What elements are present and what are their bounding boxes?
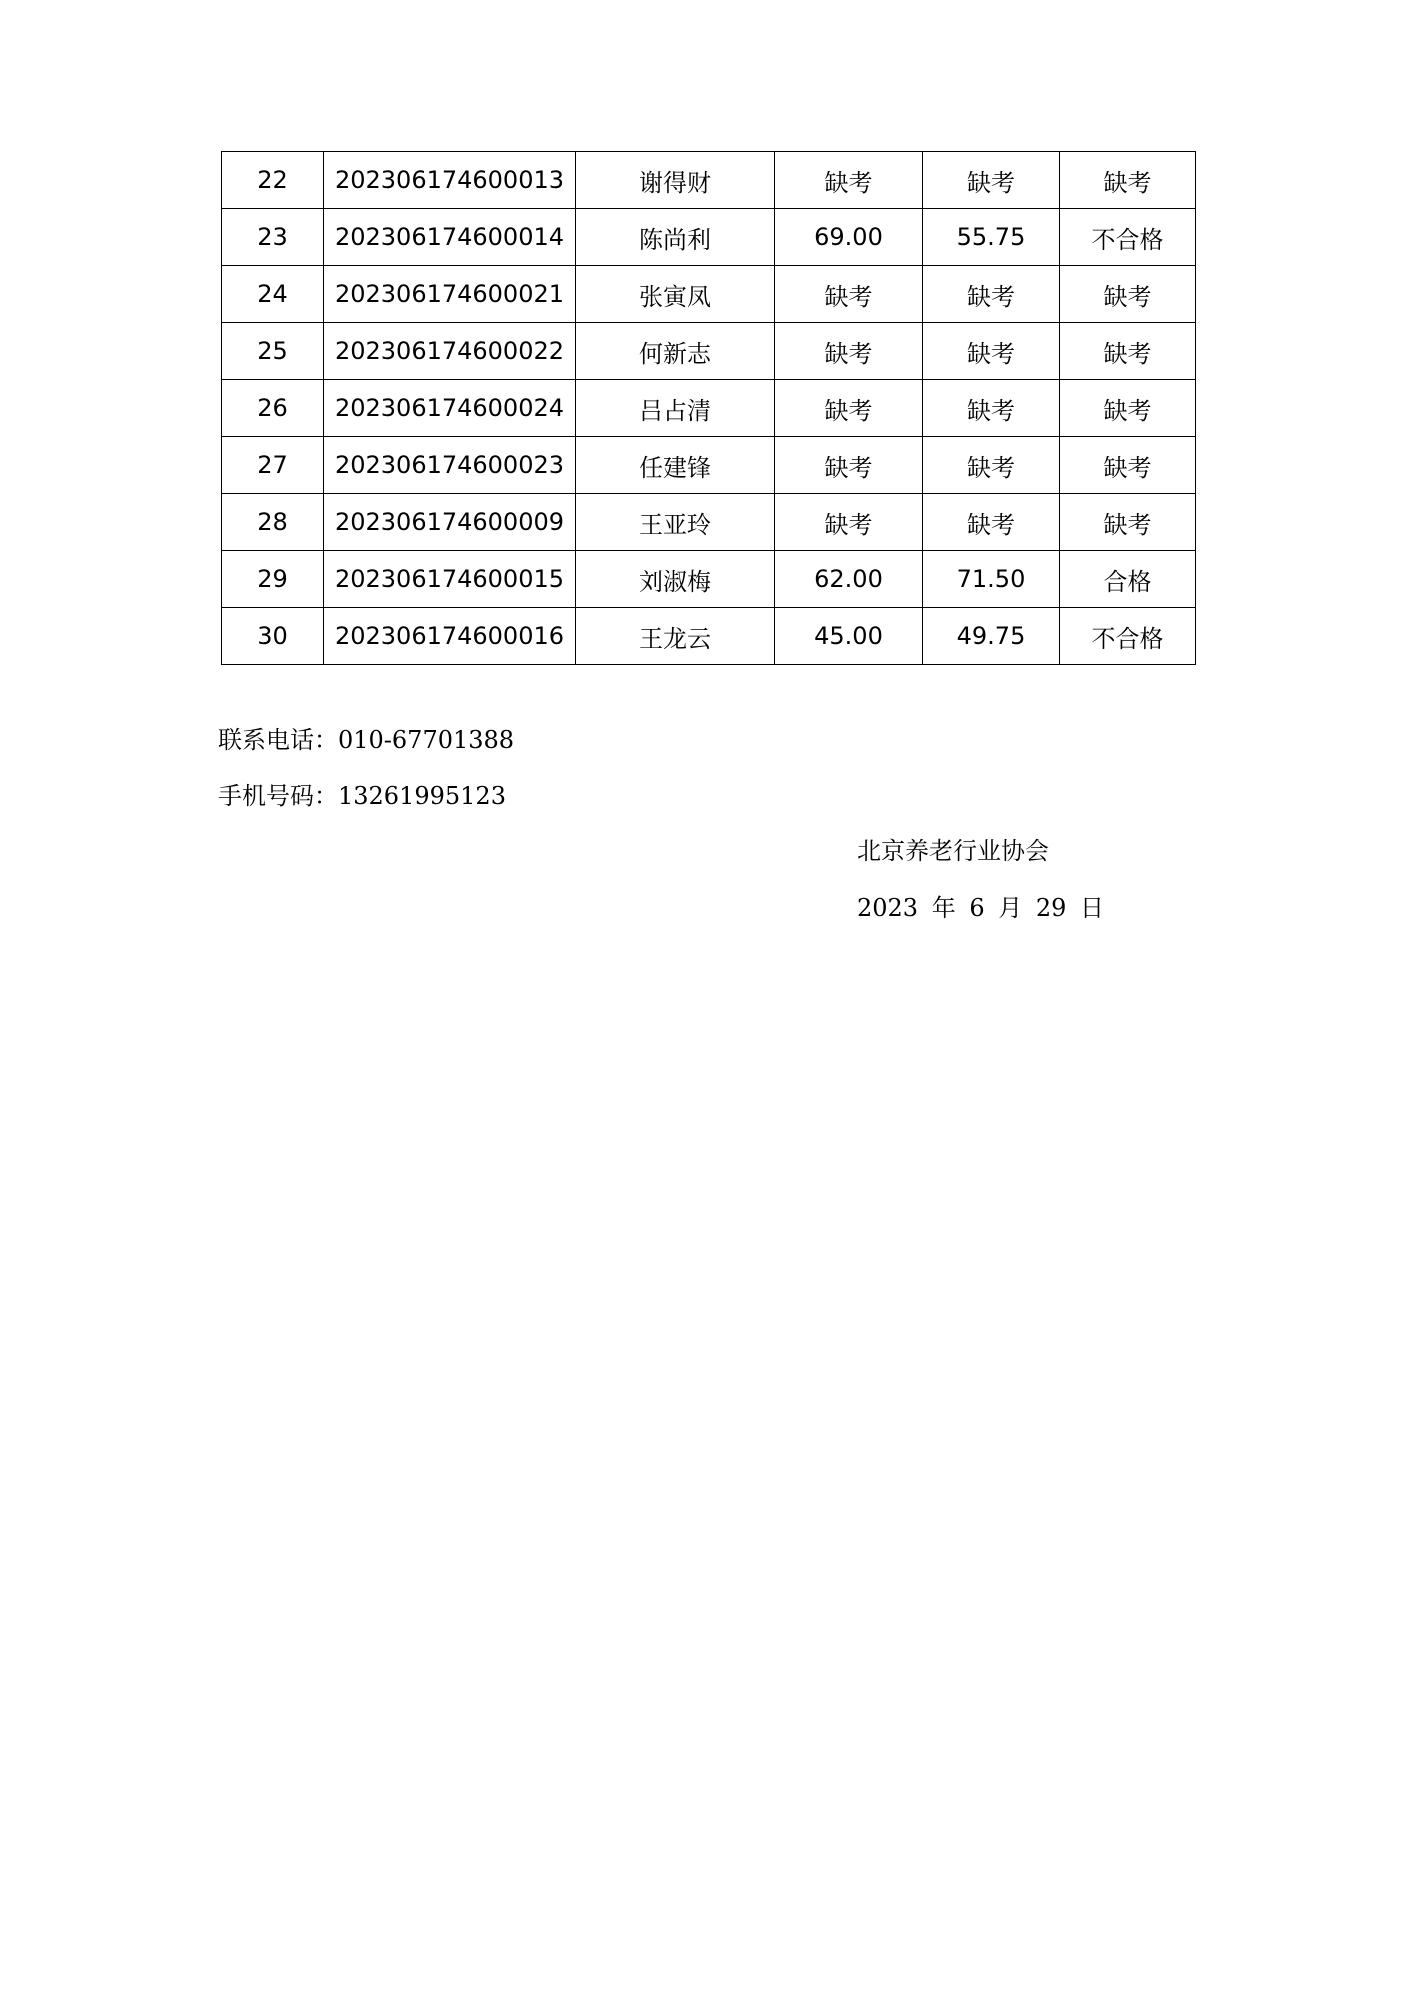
row-number-cell: 25 [222, 323, 324, 380]
exam-id-cell: 202306174600023 [324, 437, 576, 494]
score-2-cell: 55.75 [923, 209, 1060, 266]
score-2-cell: 缺考 [923, 380, 1060, 437]
row-number-cell: 27 [222, 437, 324, 494]
table-row [222, 437, 1196, 494]
row-number-cell: 22 [222, 152, 324, 209]
exam-id-cell: 202306174600021 [324, 266, 576, 323]
table-row [222, 209, 1196, 266]
contact-mobile: 手机号码：13261995123 [218, 782, 506, 810]
candidate-name-cell: 陈尚利 [576, 209, 775, 266]
result-cell: 缺考 [1060, 437, 1196, 494]
table-row [222, 380, 1196, 437]
score-1-cell: 缺考 [775, 323, 923, 380]
score-2-cell: 缺考 [923, 266, 1060, 323]
result-cell: 缺考 [1060, 266, 1196, 323]
score-2-cell: 缺考 [923, 323, 1060, 380]
score-2-cell: 49.75 [923, 608, 1060, 665]
candidate-name-cell: 刘淑梅 [576, 551, 775, 608]
result-cell: 不合格 [1060, 209, 1196, 266]
score-1-cell: 69.00 [775, 209, 923, 266]
score-2-cell: 缺考 [923, 494, 1060, 551]
row-number-cell: 24 [222, 266, 324, 323]
candidate-name-cell: 王亚玲 [576, 494, 775, 551]
exam-id-cell: 202306174600009 [324, 494, 576, 551]
table-row [222, 494, 1196, 551]
row-number-cell: 26 [222, 380, 324, 437]
score-2-cell: 71.50 [923, 551, 1060, 608]
results-table [221, 151, 1196, 665]
candidate-name-cell: 张寅凤 [576, 266, 775, 323]
exam-id-cell: 202306174600024 [324, 380, 576, 437]
score-1-cell: 缺考 [775, 494, 923, 551]
results-table-body [222, 152, 1196, 665]
exam-id-cell: 202306174600022 [324, 323, 576, 380]
table-row [222, 551, 1196, 608]
score-1-cell: 缺考 [775, 437, 923, 494]
score-1-cell: 45.00 [775, 608, 923, 665]
table-row [222, 323, 1196, 380]
score-1-cell: 缺考 [775, 380, 923, 437]
score-2-cell: 缺考 [923, 152, 1060, 209]
table-row [222, 608, 1196, 665]
row-number-cell: 30 [222, 608, 324, 665]
score-1-cell: 62.00 [775, 551, 923, 608]
exam-id-cell: 202306174600014 [324, 209, 576, 266]
candidate-name-cell: 何新志 [576, 323, 775, 380]
result-cell: 缺考 [1060, 323, 1196, 380]
score-1-cell: 缺考 [775, 152, 923, 209]
result-cell: 缺考 [1060, 152, 1196, 209]
row-number-cell: 23 [222, 209, 324, 266]
signature-date: 2023 年 6 月 29 日 [857, 894, 1105, 922]
row-number-cell: 28 [222, 494, 324, 551]
result-cell: 缺考 [1060, 494, 1196, 551]
result-cell: 合格 [1060, 551, 1196, 608]
table-row [222, 266, 1196, 323]
candidate-name-cell: 吕占清 [576, 380, 775, 437]
exam-id-cell: 202306174600013 [324, 152, 576, 209]
row-number-cell: 29 [222, 551, 324, 608]
score-1-cell: 缺考 [775, 266, 923, 323]
candidate-name-cell: 王龙云 [576, 608, 775, 665]
candidate-name-cell: 任建锋 [576, 437, 775, 494]
result-cell: 不合格 [1060, 608, 1196, 665]
organization-name: 北京养老行业协会 [857, 837, 1049, 865]
result-cell: 缺考 [1060, 380, 1196, 437]
table-row [222, 152, 1196, 209]
contact-phone: 联系电话：010-67701388 [218, 726, 515, 754]
score-2-cell: 缺考 [923, 437, 1060, 494]
candidate-name-cell: 谢得财 [576, 152, 775, 209]
exam-id-cell: 202306174600015 [324, 551, 576, 608]
exam-id-cell: 202306174600016 [324, 608, 576, 665]
